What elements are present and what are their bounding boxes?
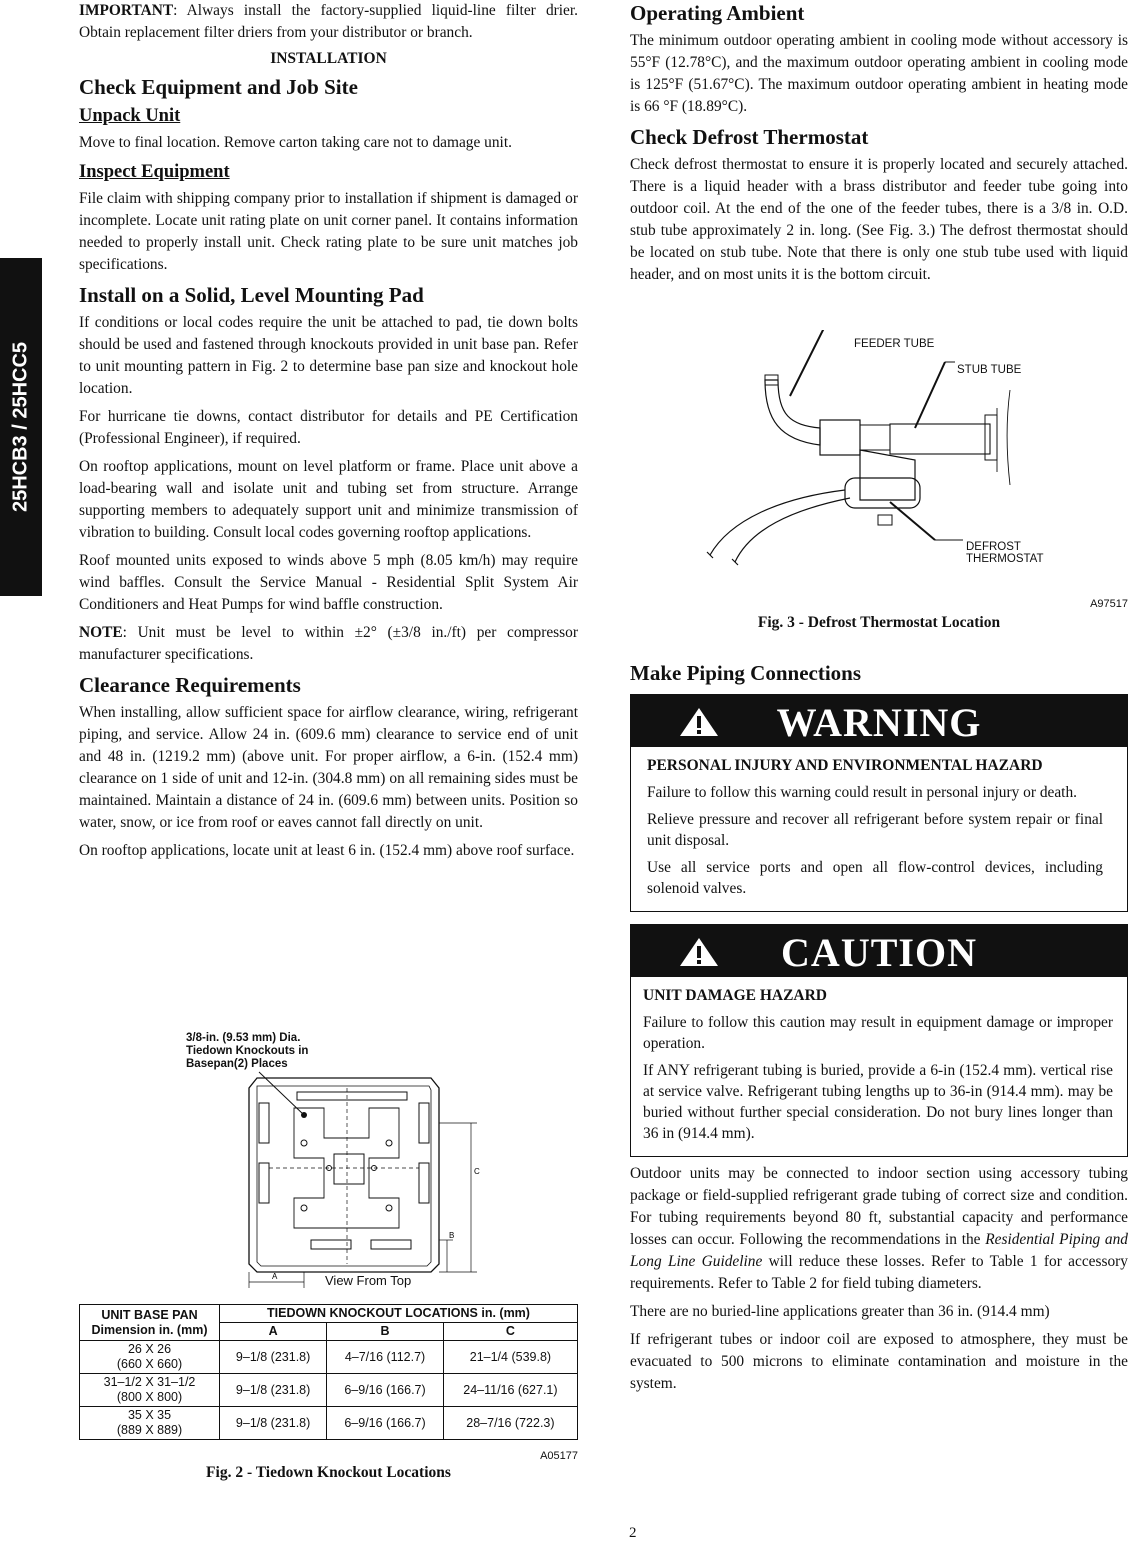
fig2-label-line2: Tiedown Knockouts in bbox=[186, 1045, 309, 1057]
cell-base: 31–1/2 X 31–1/2 bbox=[103, 1375, 196, 1389]
piping-guideline-title: Residential Piping and Long Line Guideline bbox=[630, 1231, 1128, 1270]
clearance-paragraph-2: On rooftop applications, locate unit at least 6 in. (152.4 mm) above roof surface. bbox=[79, 842, 575, 859]
cell-c: 28–7/16 (722.3) bbox=[443, 1407, 577, 1440]
mount-paragraph-2: For hurricane tie downs, contact distributor for details and PE Certification (Professional Engineer), if required. bbox=[79, 408, 578, 447]
cell-base-mm: (889 X 889) bbox=[116, 1423, 183, 1437]
dim-c: C bbox=[474, 1167, 480, 1176]
defrost-thermostat-drawing bbox=[630, 330, 1128, 610]
cell-c: 24–11/16 (627.1) bbox=[443, 1374, 577, 1407]
th-a: A bbox=[220, 1323, 327, 1341]
piping-heading: Make Piping Connections bbox=[630, 661, 862, 685]
caution-title: CAUTION bbox=[781, 930, 977, 975]
note-label: NOTE bbox=[79, 624, 123, 641]
cell-a: 9–1/8 (231.8) bbox=[220, 1341, 327, 1374]
ambient-heading: Operating Ambient bbox=[630, 1, 805, 25]
clearance-heading: Clearance Requirements bbox=[79, 673, 301, 697]
th-tiedown: TIEDOWN KNOCKOUT LOCATIONS in. (mm) bbox=[220, 1305, 578, 1323]
warning-p1: Failure to follow this warning could result in personal injury or death. bbox=[647, 784, 1077, 801]
cell-a: 9–1/8 (231.8) bbox=[220, 1374, 327, 1407]
right-column bbox=[630, 0, 1128, 292]
cell-base: 35 X 35 bbox=[127, 1408, 172, 1422]
unpack-heading: Unpack Unit bbox=[79, 106, 181, 126]
warning-body bbox=[631, 747, 1127, 911]
mount-paragraph-4: Roof mounted units exposed to winds above 5 mph (8.05 km/h) may require wind baffles. Consult the Service Manual - Residential Split System Air Conditioners and Heat Pumps for wind baffle construction. bbox=[79, 552, 578, 613]
cell-c: 21–1/4 (539.8) bbox=[443, 1341, 577, 1374]
warning-hazard: PERSONAL INJURY AND ENVIRONMENTAL HAZARD bbox=[647, 757, 1043, 774]
left-column bbox=[79, 0, 578, 868]
table-row bbox=[80, 1341, 578, 1374]
note-text: : Unit must be level to within ±2° (±3/8 in./ft) per compressor manufacturer specifications. bbox=[79, 624, 578, 663]
note-paragraph bbox=[79, 622, 578, 666]
inspect-heading: Inspect Equipment bbox=[79, 162, 230, 182]
caution-p1: Failure to follow this caution may result in equipment damage or improper operation. bbox=[643, 1014, 1113, 1052]
tiedown-table-wrap bbox=[79, 1304, 578, 1482]
side-tab-label: 25HCB3 / 25HCC5 bbox=[9, 341, 32, 513]
important-label: IMPORTANT bbox=[79, 2, 174, 19]
caution-box bbox=[630, 924, 1128, 1157]
important-paragraph bbox=[79, 0, 578, 44]
fig3-code: A97517 bbox=[1090, 598, 1128, 610]
fig2-view-label: View From Top bbox=[325, 1273, 412, 1288]
table-row bbox=[80, 1374, 578, 1407]
basepan-drawing bbox=[79, 1028, 578, 1293]
installation-heading: INSTALLATION bbox=[270, 50, 387, 67]
cell-a: 9–1/8 (231.8) bbox=[220, 1407, 327, 1440]
th-b: B bbox=[327, 1323, 444, 1341]
defrost-text: Check defrost thermostat to ensure it is properly located and securely attached. There is a liquid header with a brass distributor and feeder tube going into outdoor coil. At the end of the one of the feeder tubes, there is a 3/8 in. O.D. stub tube approximately 2 in. long. (See Fig. 3.) The defrost thermostat should be located on stub tube. Note that there is only one stub tube used with liquid header, and on most units it is the bottom circuit. bbox=[630, 156, 1128, 283]
dim-b: B bbox=[449, 1231, 455, 1240]
page-number: 2 bbox=[629, 1525, 637, 1541]
important-text: : Always install the factory-supplied liquid-line filter drier. Obtain replacement filter driers from your distributor or branch. bbox=[79, 2, 578, 41]
fig3-stub-label: STUB TUBE bbox=[957, 364, 1022, 376]
piping-p1-b: will reduce these losses. Refer to Table 1 for accessory requirements. Refer to Table 2 for field tubing diameters. bbox=[630, 1253, 1128, 1292]
fig3-drawing bbox=[630, 330, 1128, 610]
table-row bbox=[80, 1407, 578, 1440]
warning-header bbox=[631, 695, 1127, 747]
clearance-paragraph-1: When installing, allow sufficient space for airflow clearance, wiring, refrigerant piping, and service. Allow 24 in. (609.6 mm) clearance to service end of unit and 48 in. (1219.2 mm) (above unit. For proper airflow, a 6-in. (152.4 mm) clearance on 1 side of unit and 12-in. (304.8 mm) on all remaining sides must be maintained. Maintain a distance of 24 in. (609.6 mm) between units. Position so water, snow, or ice from roof or eaves cannot fall directly on unit. bbox=[79, 704, 578, 831]
mount-heading: Install on a Solid, Level Mounting Pad bbox=[79, 283, 424, 307]
piping-p1-a: Outdoor units may be connected to indoor section using accessory tubing package or field-supplied refrigerant grade tubing of correct size and condition. For tubing requirements beyond 80 ft, substantial capacity and performance losses can occur. Following the recommendations in the bbox=[630, 1165, 1128, 1248]
cell-base-mm: (800 X 800) bbox=[116, 1390, 183, 1404]
side-tab bbox=[0, 258, 42, 596]
cell-b: 6–9/16 (166.7) bbox=[327, 1374, 444, 1407]
dim-a: A bbox=[272, 1272, 278, 1281]
defrost-heading: Check Defrost Thermostat bbox=[630, 125, 869, 149]
cell-b: 6–9/16 (166.7) bbox=[327, 1407, 444, 1440]
cell-base-mm: (660 X 660) bbox=[116, 1357, 183, 1371]
tiedown-table bbox=[79, 1304, 578, 1440]
fig2-code: A05177 bbox=[540, 1450, 578, 1462]
piping-paragraph-3: If refrigerant tubes or indoor coil are exposed to atmosphere, they must be evacuated to 500 microns to eliminate contamination and moisture in the system. bbox=[630, 1331, 1128, 1392]
warning-p2: Relieve pressure and recover all refrigerant before system repair or final unit disposal. bbox=[647, 811, 1103, 849]
th-c: C bbox=[443, 1323, 577, 1341]
caution-hazard: UNIT DAMAGE HAZARD bbox=[643, 987, 828, 1004]
piping-paragraph-1 bbox=[630, 1163, 1128, 1295]
check-equipment-heading: Check Equipment and Job Site bbox=[79, 75, 358, 99]
caution-body bbox=[631, 977, 1127, 1156]
cell-b: 4–7/16 (112.7) bbox=[327, 1341, 444, 1374]
piping-section bbox=[630, 660, 1128, 1401]
fig3-defrost-label-1: DEFROST bbox=[966, 541, 1021, 553]
inspect-text: File claim with shipping company prior to installation if shipment is damaged or incomplete. Locate unit rating plate on unit corner panel. It contains information needed to properly install unit. Check rating plate to be sure unit matches job specifications. bbox=[79, 190, 578, 273]
fig3-feeder-label: FEEDER TUBE bbox=[854, 338, 935, 350]
warning-box bbox=[630, 694, 1128, 912]
fig2-caption: Fig. 2 - Tiedown Knockout Locations bbox=[206, 1464, 451, 1481]
piping-paragraph-2: There are no buried-line applications greater than 36 in. (914.4 mm) bbox=[630, 1303, 1050, 1320]
caution-p2: If ANY refrigerant tubing is buried, provide a 6-in (152.4 mm). vertical rise at service valve. Refrigerant tubing lengths up to 36-in (914.4 mm). may be buried without further special consideration. Do not bury lines longer than 36 in (914.4 mm). bbox=[643, 1062, 1113, 1142]
fig3-caption: Fig. 3 - Defrost Thermostat Location bbox=[757, 614, 1001, 631]
unpack-text: Move to final location. Remove carton taking care not to damage unit. bbox=[79, 134, 512, 151]
fig2-drawing bbox=[79, 1028, 578, 1293]
warning-title: WARNING bbox=[776, 700, 982, 745]
mount-paragraph-3: On rooftop applications, mount on level platform or frame. Place unit above a load-bearing wall and isolate unit and tubing set from structure. Arrange supporting members to adequately support unit and minimize transmission of vibration to building. Consult local codes governing rooftop applications. bbox=[79, 458, 578, 541]
th-base-pan: UNIT BASE PAN Dimension in. (mm) bbox=[80, 1305, 220, 1341]
cell-base: 26 X 26 bbox=[127, 1342, 172, 1356]
warning-p3: Use all service ports and open all flow-control devices, including solenoid valves. bbox=[647, 859, 1103, 897]
fig2-label-line1: 3/8-in. (9.53 mm) Dia. bbox=[186, 1032, 301, 1044]
fig3-defrost-label-2: THERMOSTAT bbox=[966, 553, 1044, 565]
mount-paragraph-1: If conditions or local codes require the unit be attached to pad, tie down bolts should be used and fastened through knockouts provided in unit base pan. Refer to unit mounting pattern in Fig. 2 to determine base pan size and knockout hole location. bbox=[79, 314, 578, 397]
ambient-text: The minimum outdoor operating ambient in cooling mode without accessory is 55°F (12.78°C), and the maximum outdoor operating ambient in cooling mode is 125°F (51.67°C). The maximum outdoor operating ambient in heating mode is 66 °F (18.89°C). bbox=[630, 32, 1128, 115]
caution-header bbox=[631, 925, 1127, 977]
fig2-label-line3: Basepan(2) Places bbox=[186, 1058, 288, 1070]
